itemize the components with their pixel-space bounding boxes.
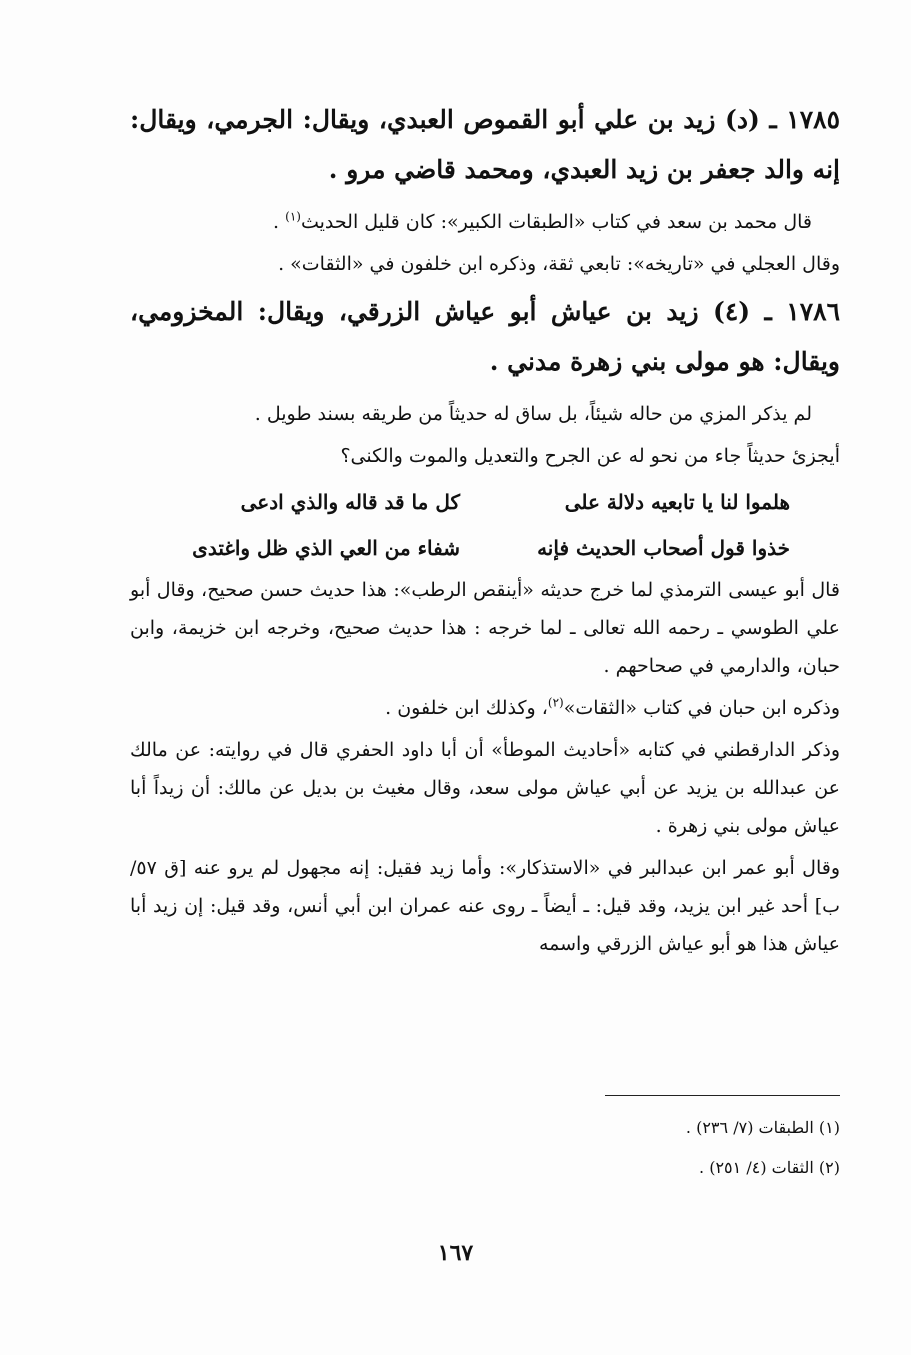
paragraph-daraqutni: وذكر الدارقطني في كتابه «أحاديث الموطأ» أن أبا داود الحفري قال في روايته: عن مالك عن عبدالله بن يزيد عن أبي عياش مولى سعد، وقال مغيث بن بديل عن مالك: أن زيداً أبا عياش مولى بني زهرة . xyxy=(130,739,840,837)
poem-hemistich: شفاء من العي الذي ظل واغتدى xyxy=(192,536,460,560)
main-text xyxy=(130,95,840,967)
paragraph-ibn-abdulbarr: وقال أبو عمر ابن عبدالبر في «الاستذكار»: وأما زيد فقيل: إنه مجهول لم يرو عنه [ق ٥٧/ب] أحد غير ابن يزيد، وقد قيل: ـ أيضاً ـ روى عنه عمران ابن أبي أنس، وقد قيل: إن زيد أبا عياش هذا هو أبو عياش الزرقي واسمه xyxy=(130,857,840,955)
paragraph-ibn-saad xyxy=(130,203,840,241)
poem-hemistich: خذوا قول أصحاب الحديث فإنه xyxy=(537,536,790,560)
page-number: ١٦٧ xyxy=(437,1240,474,1266)
paragraph-question: أيجزئ حديثاً جاء من نحو له عن الجرح والتعديل والموت والكنى؟ xyxy=(340,445,840,467)
paragraph-mizzi: لم يذكر المزي من حاله شيئاً، بل ساق له حديثاً من طريقه بسند طويل . xyxy=(254,403,812,425)
entry-1785: ١٧٨٥ ـ (د) زيد بن علي أبو القموص العبدي، ويقال: الجرمي، ويقال: إنه والد جعفر بن زيد العبدي، ومحمد قاضي مرو . xyxy=(130,105,840,184)
entry-1786: ١٧٨٦ ـ (٤) زيد بن عياش أبو عياش الزرقي، ويقال: المخزومي، ويقال: هو مولى بني زهرة مدني . xyxy=(130,297,841,376)
footnotes xyxy=(400,1108,840,1188)
paragraph-text: . xyxy=(273,211,286,233)
poem-line-2 xyxy=(130,525,840,571)
paragraph-text: قال محمد بن سعد في كتاب «الطبقات الكبير»: كان قليل الحديث xyxy=(300,211,812,233)
paragraph-text: وذكره ابن حبان في كتاب «الثقات» xyxy=(563,697,840,719)
footnote-ref-1: (١) xyxy=(285,209,301,224)
paragraph-ibn-hibban xyxy=(130,689,840,727)
paragraph-tirmidhi: قال أبو عيسى الترمذي لما خرج حديثه «أينقص الرطب»: هذا حديث حسن صحيح، وقال أبو علي الطوسي ـ رحمه الله تعالى ـ لما خرجه : هذا حديث صحيح، وخرجه ابن خزيمة، وابن حبان، والدارمي في صحاحهم . xyxy=(130,579,840,677)
paragraph-text: ، وكذلك ابن خلفون . xyxy=(385,697,548,719)
footnote-ref-2: (٢) xyxy=(547,695,564,710)
poem-hemistich: كل ما قد قاله والذي ادعى xyxy=(240,490,460,514)
poem-hemistich: هلموا لنا يا تابعيه دلالة على xyxy=(564,490,790,514)
paragraph-ijli: وقال العجلي في «تاريخه»: تابعي ثقة، وذكره ابن خلفون في «الثقات» . xyxy=(278,253,840,275)
poem-line-1 xyxy=(130,479,840,525)
footnote-divider xyxy=(605,1095,840,1096)
footnote-2: (٢) الثقات (٤/ ٢٥١) . xyxy=(699,1158,840,1177)
footnote-1: (١) الطبقات (٧/ ٢٣٦) . xyxy=(685,1118,840,1137)
